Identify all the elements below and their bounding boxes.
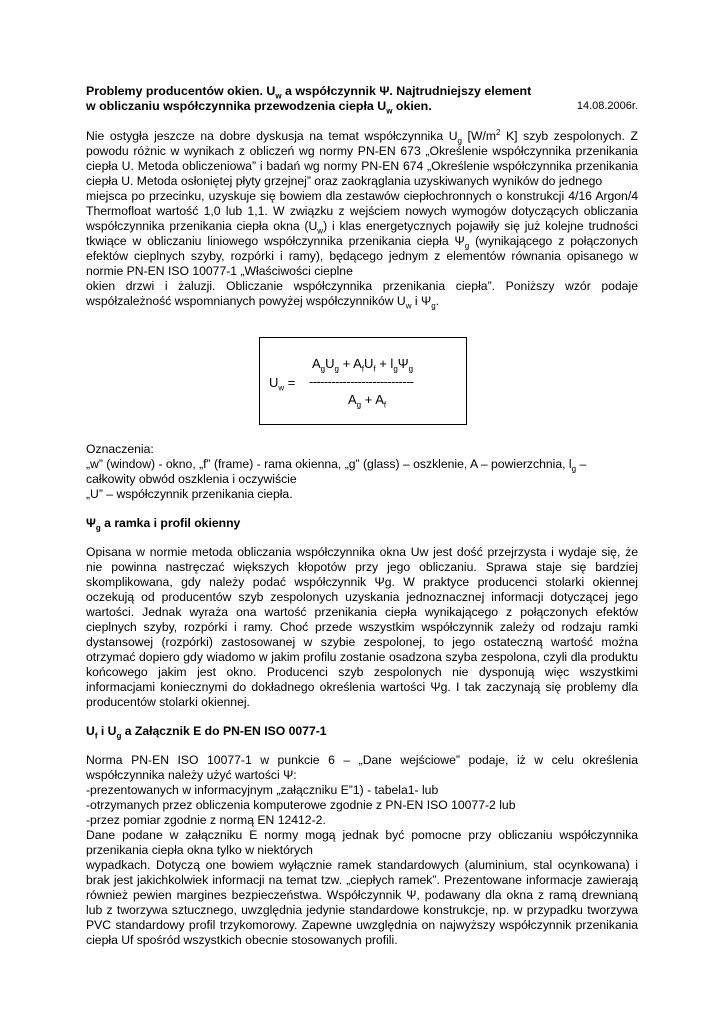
title-line-2: w obliczaniu współczynnika przewodzenia ciepła $U_w$ okien. [86,99,432,116]
document-title [86,84,638,114]
legend [86,442,638,502]
annex-bullet-2: -otrzymanych przez obliczenia komputerowe zgodnie z PN-EN ISO 10077-2 lub [86,798,516,812]
section-heading-annex-e: $U_f$ i $U_g$ a Załącznik E do PN-EN ISO 0077-1 [86,724,327,741]
legend-line-1: „w” (window) - okno, „f” (frame) - rama okienna, „g” (glass) – oszklenie, A – powierzchnia, $l_g$ – [86,457,587,474]
annex-paragraph-1: Norma PN-EN ISO 10077-1 w punkcie 6 – „Dane wejściowe” podaje, iż w celu określenia współczynnika należy użyć wartości Ψ: [86,753,638,782]
uw-formula-box [259,337,467,425]
section-heading-psi: $\Psi_g$ a ramka i profil okienny [86,516,241,533]
formula-fraction-line: ---------------------------- [309,374,414,389]
intro-paragraph-cont: miejsca po przecinku, uzyskuje się bowiem dla zestawów ciepłochronnych o konstrukcji 4/16 Argon/4 Thermofloat wartość 1,0 lub 1,1. W związku z wejściem nowych wymogów dotyczących obliczania współczynnika przenikania ciepła okna $(U_w)$ i klas energetycznych pojawiły się już kolejne trudności tkwiące w obliczaniu liniowego współczynnika przenikania ciepła $\Psi_g$ (wynikającego z połączonych efektów cieplnych szyby, rozpórki i ramy), będącego jednym z elementów równania opisanego w normie PN-EN ISO 10077-1 „Właściwości cieplne [86,189,638,278]
formula-denominator: $A_g + A_f$ [348,392,387,410]
intro-paragraph: Nie ostygła jeszcze na dobre dyskusja na temat współczynnika $U_g$ [$W/m^2$ K] szyb zespolonych. Z powodu różnic w wynikach z obliczeń wg normy PN-EN 673 „Określenie współczynnika przenikania ciepła U. Metoda obliczeniowa” i badań wg normy PN-EN 674 „Określenie współczynnika przenikania ciepła U. Metoda osłoniętej płyty grzejnej” oraz zaokrąglania uzyskiwanych wyników do jednego [86,127,638,188]
annex-paragraph-2: Dane podane w załączniku E normy mogą jednak być pomocne przy obliczaniu współczynnika przenikania ciepła okna tylko w niektórych [86,828,638,857]
legend-line-2: całkowity obwód oszklenia i oczywiście [86,472,297,486]
annex-bullet-1: -prezentowanych w informacyjnym „załączniku E”1) - tabela1- lub [86,783,439,797]
document-date: 14.08.2006r. [576,100,638,112]
title-line-1: Problemy producentów okien. $U_w$ a współczynnik Ψ. Najtrudniejszy element [86,84,532,101]
annex-bullet-3: -przez pomiar zgodnie z normą EN 12412-2. [86,813,326,827]
section-psi-body: Opisana w normie metoda obliczania współczynnika okna Uw jest dość przejrzysta i wydaje się, że nie powinna nastręczać większych kłopotów przy jego obliczaniu. Sprawa staje się bardziej skomplikowana, gdy należy podać współczynnik Ψg. W praktyce producenci stolarki okiennej oczekują od producentów szyb zespolonych uzyskania jednoznacznej informacji dotyczącej jego wartości. Jednak wyraża ona wartość przenikania ciepła wynikającego z połączonych efektów cieplnych szyby, rozpórki i ramy. Choć przede wszystkim współczynnik zależy od rodzaju ramki dystansowej (rozpórki) zastosowanej w szybie zespolonej, to jego ostateczną wartość można otrzymać dopiero gdy wiadomo w jakim profilu zostanie osadzona szyba zespolona, czyli dla produktu końcowego jakim jest okno. Producenci szyb zespolonych nie dysponują więc wszystkimi informacjami koniecznymi do dokładnego określenia wartości Ψg. I tak zaczynają się problemy dla producentów stolarki okiennej. [86,545,638,709]
formula-lhs: $U_w$ = [269,375,296,393]
intro-paragraph-end: okien drzwi i żaluzji. Obliczanie współczynnika przenikania ciepła”. Poniższy wzór podaje współzależność wspomnianych powyżej współczynników $U_w$ i $\Psi_g$. [86,279,638,311]
document-page [86,84,638,948]
annex-paragraph-3: wypadkach. Dotyczą one bowiem wyłącznie ramek standardowych (aluminium, stal ocynkowana) i brak jest jakichkolwiek informacji na temat tzw. „ciepłych ramek”. Prezentowane informacje zawierają również pewien margines bezpieczeństwa. Współczynnik Ψ, podawany dla okna z ramą drewnianą lub z tworzywa sztucznego, uwzględnia jedynie standardowe konstrukcje, np. w przypadku tworzywa PVC standardowy profil trzykomorowy. Zapewne uwzględnia on najwyższy współczynnik przenikania ciepła Uf spośród wszystkich obecnie stosowanych profili. [86,858,638,947]
legend-line-3: „U” – współczynnik przenikania ciepła. [86,487,293,501]
formula-numerator: $A_gU_g + A_fU_f + l_g\Psi_g$ [312,356,414,374]
legend-heading: Oznaczenia: [86,442,154,456]
